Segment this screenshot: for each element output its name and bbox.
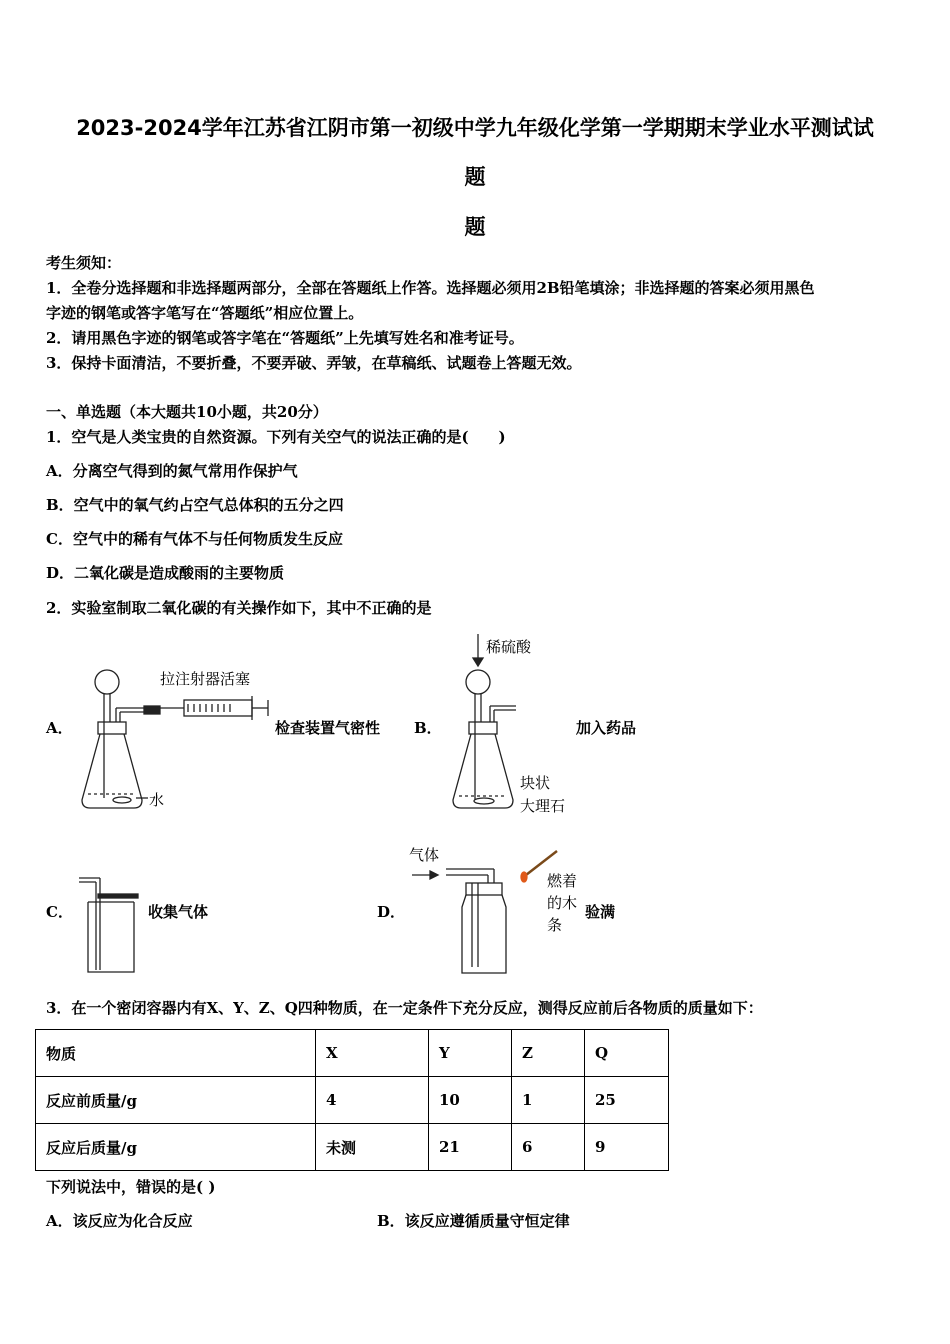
solid-label-2: 大理石 xyxy=(520,797,566,815)
table-cell: 21 xyxy=(429,1124,512,1171)
gas-full-test-figure xyxy=(410,845,565,980)
q2-option-c-caption: 收集气体 xyxy=(148,903,209,921)
section-heading: 一、单选题（本大题共10小题，共20分） xyxy=(46,403,328,421)
table-cell: 1 xyxy=(512,1077,585,1124)
stick-label-3: 条 xyxy=(547,916,563,934)
notice-item-2: 2．请用黑色字迹的钢笔或答字笔在“答题纸”上先填写姓名和准考证号。 xyxy=(46,329,524,347)
q3-option-a: A．该反应为化合反应 xyxy=(46,1212,193,1230)
table-header-cell: X xyxy=(316,1030,429,1077)
page-title-cont-2: 题 xyxy=(464,215,486,239)
solid-label-1: 块状 xyxy=(520,774,551,792)
syringe-label: 拉注射器活塞 xyxy=(160,670,251,688)
gas-label: 气体 xyxy=(409,846,440,864)
table-cell: 反应后质量/g xyxy=(36,1124,316,1171)
page-title-cont: 题 xyxy=(464,165,486,189)
q1-option-a: A．分离空气得到的氮气常用作保护气 xyxy=(46,462,298,480)
table-cell: 10 xyxy=(429,1077,512,1124)
table-row xyxy=(36,1124,669,1171)
acid-label: 稀硫酸 xyxy=(486,638,532,656)
water-label: 水 xyxy=(149,791,165,809)
table-header-cell: Z xyxy=(512,1030,585,1077)
table-header-cell: Q xyxy=(585,1030,669,1077)
table-header-cell: Y xyxy=(429,1030,512,1077)
q2-option-d-caption: 验满 xyxy=(585,903,616,921)
notice-item-1-cont: 字迹的钢笔或答字笔写在“答题纸”相应位置上。 xyxy=(46,304,364,322)
gas-collection-figure xyxy=(78,868,140,978)
q2-option-b-caption: 加入药品 xyxy=(576,719,637,737)
table-header-cell: 物质 xyxy=(36,1030,316,1077)
table-cell: 反应前质量/g xyxy=(36,1077,316,1124)
q1-option-d: D．二氧化碳是造成酸雨的主要物质 xyxy=(46,564,285,582)
q1-option-b: B．空气中的氧气约占空气总体积的五分之四 xyxy=(46,496,344,514)
table-cell: 9 xyxy=(585,1124,669,1171)
table-cell: 25 xyxy=(585,1077,669,1124)
page-title: 2023-2024学年江苏省江阴市第一初级中学九年级化学第一学期期末学业水平测试试 xyxy=(76,116,874,140)
table-cell: 6 xyxy=(512,1124,585,1171)
q2-option-d-letter: D． xyxy=(377,903,406,921)
q1-stem: 1．空气是人类宝贵的自然资源。下列有关空气的说法正确的是( ) xyxy=(46,428,506,446)
q3-option-b: B．该反应遵循质量守恒定律 xyxy=(377,1212,570,1230)
q3-question: 下列说法中，错误的是( ) xyxy=(46,1178,216,1196)
notice-item-1: 1．全卷分选择题和非选择题两部分，全部在答题纸上作答。选择题必须用2B铅笔填涂；非选择题的答案必须用黑色 xyxy=(46,279,815,297)
table-row xyxy=(36,1077,669,1124)
stick-label-2: 的木 xyxy=(547,894,578,912)
stick-label-1: 燃着 xyxy=(547,872,578,890)
notice-heading: 考生须知： xyxy=(46,254,122,272)
q3-stem: 3．在一个密闭容器内有X、Y、Z、Q四种物质，在一定条件下充分反应，测得反应前后各物质的质量如下： xyxy=(46,999,763,1017)
q2-option-c-letter: C． xyxy=(46,903,73,921)
mass-table xyxy=(35,1029,669,1171)
q2-option-a-letter: A． xyxy=(46,719,73,737)
table-cell: 4 xyxy=(316,1077,429,1124)
add-reagent-figure xyxy=(446,630,576,820)
table-cell: 未测 xyxy=(316,1124,429,1171)
notice-item-3: 3．保持卡面清洁，不要折叠，不要弄破、弄皱，在草稿纸、试题卷上答题无效。 xyxy=(46,354,582,372)
table-header-row xyxy=(36,1030,669,1077)
q2-option-b-letter: B． xyxy=(414,719,442,737)
q1-option-c: C．空气中的稀有气体不与任何物质发生反应 xyxy=(46,530,343,548)
q2-stem: 2．实验室制取二氧化碳的有关操作如下，其中不正确的是 xyxy=(46,599,432,617)
q2-option-a-caption: 检查装置气密性 xyxy=(275,719,381,737)
